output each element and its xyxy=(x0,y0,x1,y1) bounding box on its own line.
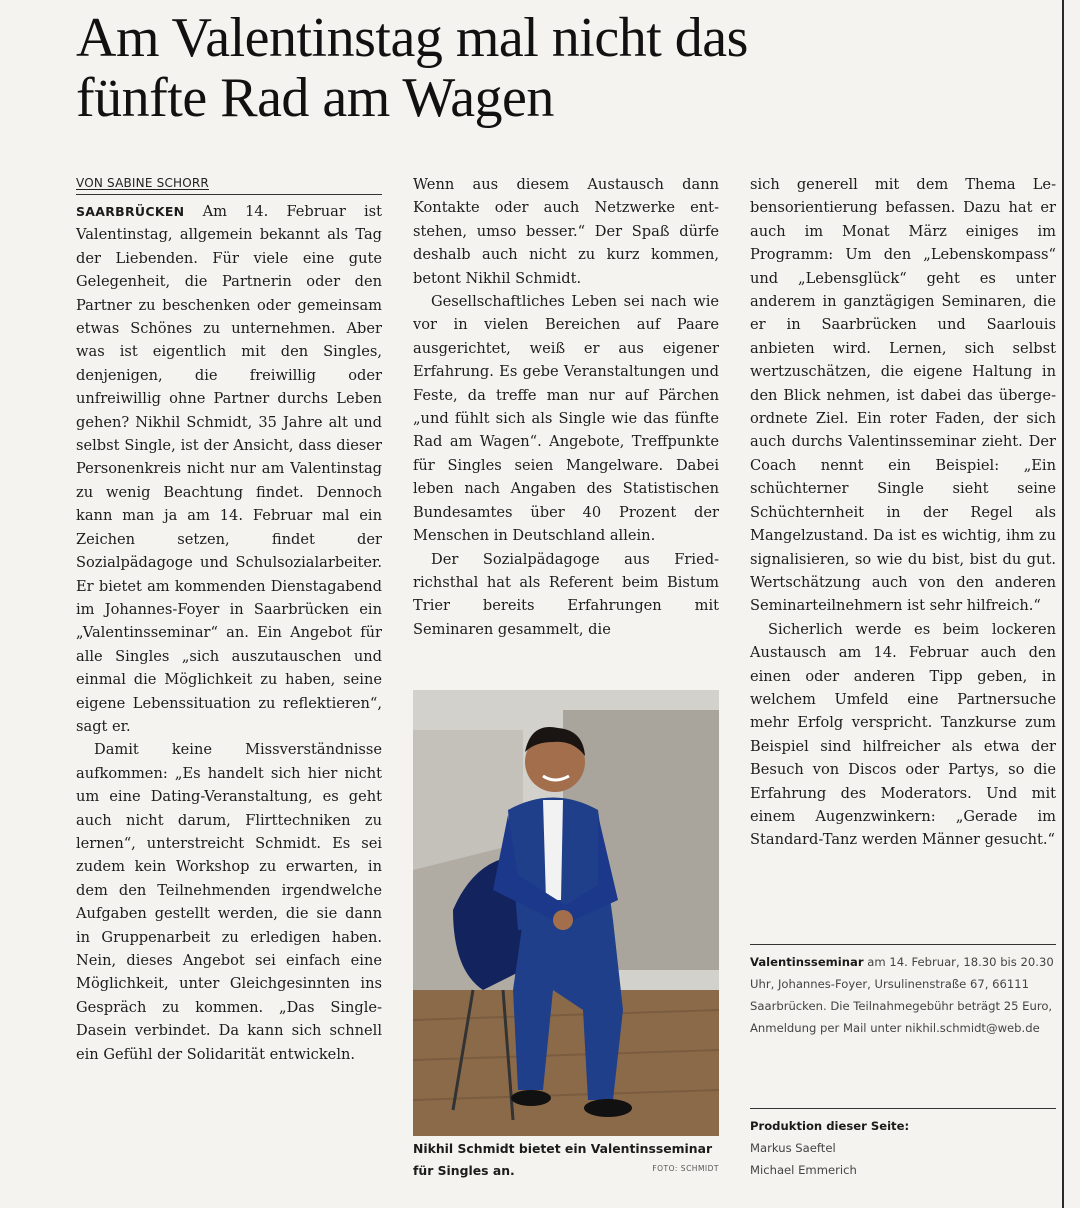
article-paragraph-2: Damit keine Missverständnisse aufkommen: „Es handelt sich hier nicht um eine Dating-Veranstaltung, es geht auch nicht darum, Flirttechniken zu lernen“, unterstreicht Schmidt. Es sei zudem kein Workshop zu erwarten, in dem den Teilnehmenden irgendwelche Aufgaben gestellt werden, die sie dann in Gruppenarbeit zu erledigen haben. Nein, dieses Angebot sei einfach eine Möglichkeit, unter Gleichgesinnten ins Gespräch zu kommen. „Das Single-Dasein verbindet. Da kann sich schnell ein Gefühl der Solidarität entwickeln. xyxy=(76,741,382,1063)
article-paragraph-3: Wenn aus diesem Austausch dann Kontakte oder auch Netzwerke entstehen, umso besser.“ Der Spaß dürfe deshalb auch nicht zu kurz kommen, betont Nikhil Schmidt. xyxy=(413,176,719,287)
page-edge-rule xyxy=(1062,0,1064,1208)
byline: VON SABINE SCHORR xyxy=(76,176,209,190)
article-column-2 xyxy=(413,173,719,641)
article-paragraph-4: Gesellschaftliches Leben sei nach wie vor in vielen Bereichen auf Paare ausgerichtet, weiß er aus eigener Erfahrung. Es gebe Veranstaltungen und Feste, da treffe man nur auf Pärchen „und fühlt sich als Single wie das fünfte Rad am Wagen“. Angebote, Treffpunkte für Singles seien Mangelware. Dabei leben nach Angaben des Statistischen Bundesamtes über 40 Prozent der Menschen in Deutschland allein. xyxy=(413,293,719,545)
article-column-3 xyxy=(750,173,1056,852)
production-name-2: Michael Emmerich xyxy=(750,1163,857,1177)
headline xyxy=(76,8,1036,128)
headline-line-1: Am Valentinstag mal nicht das xyxy=(76,7,748,69)
dateline: SAARBRÜCKEN xyxy=(76,204,185,219)
article-paragraph-5: Der Sozialpädagoge aus Friedrichsthal hat als Referent beim Bistum Trier bereits Erfahrungen mit Seminaren gesammelt, die xyxy=(413,550,719,638)
production-credits xyxy=(750,1108,1056,1181)
event-details: am 14. Februar, 18.30 bis 20.30 Uhr, Johannes-Foyer, Ursulinenstraße 67, 66111 Saarbrücken. Die Teilnahmegebühr beträgt 25 Euro, Anmeldung per Mail unter nikhil.​schmidt@web.de xyxy=(750,955,1054,1035)
photo-credit: FOTO: SCHMIDT xyxy=(652,1164,719,1173)
byline-block xyxy=(76,172,382,195)
event-info-box xyxy=(750,944,1056,1039)
article-paragraph-1 xyxy=(76,200,382,738)
production-name-1: Markus Saeftel xyxy=(750,1141,836,1155)
article-paragraph-7: Sicherlich werde es beim lockeren Austausch am 14. Februar auch den einen oder anderen Tipp geben, in welchem Umfeld eine Partnersuche mehr Erfolg verspricht. Tanzkurse zum Beispiel sind hilfreicher als etwa der Besuch von Discos oder Partys, so die Erfahrung des Moderators. Und mit einem Augenzwinkern: „Gerade im Standard-Tanz werden Männer gesucht.“ xyxy=(750,620,1056,849)
article-paragraph-6: sich generell mit dem Thema Lebensorientierung befassen. Dazu hat er auch im Monat März einiges im Programm: Um den „Lebenskompass“ und „Lebensglück“ geht es unter anderem in ganztägigen Seminaren, die er in Saarbrücken und Saarlouis anbieten wird. Lernen, sich selbst wertzuschätzen, die eigene Haltung in den Blick nehmen, ist dabei das übergeordnete Ziel. Ein roter Faden, der sich auch durchs Valentinsseminar zieht. Der Coach nennt ein Beispiel: „Ein schüchterner Single sieht seine Schüchternheit in der Regel als Mangelzustand. Da ist es wichtig, ihm zu signalisieren, so wie du bist, bist du gut. Wertschätzung auch von den anderen Seminarteilnehmern ist sehr hilfreich.“ xyxy=(750,176,1056,615)
production-title: Produktion dieser Seite: xyxy=(750,1119,910,1133)
article-photo xyxy=(413,690,719,1136)
caption-text: Nikhil Schmidt bietet ein Valentinsseminar für Singles an. xyxy=(413,1141,713,1178)
headline-line-2: fünfte Rad am Wagen xyxy=(76,67,554,129)
article-column-1 xyxy=(76,200,382,1066)
paragraph-1-text: Am 14. Februar ist Valentinstag, allgemein bekannt als Tag der Liebenden. Für viele eine gute Gelegenheit, die Partnerin oder den Partner zu beschenken oder gemeinsam etwas Schönes zu unternehmen. Aber was ist eigentlich mit den Singles, denjenigen, die freiwillig oder unfreiwillig ohne Partner durchs Leben gehen? Nikhil Schmidt, 35 Jahre alt und selbst Single, ist der Ansicht, dass dieser Personenkreis nicht nur am Valentinstag zu wenig Beachtung findet. Dennoch kann man ja am 14. Februar mal ein Zeichen setzen, findet der Sozialpädagoge und Schulsozialarbeiter. Er bietet am kommenden Dienstagabend im Johannes-Foyer in Saarbrücken ein „Valentinsseminar“ an. Ein Angebot für alle Singles „sich auszutauschen und einmal die Möglichkeit zu haben, seine eigene Lebenssituation zu reflektieren“, sagt er. xyxy=(76,203,382,735)
photo-caption xyxy=(413,1138,719,1182)
portrait-illustration xyxy=(413,690,719,1136)
event-title: Valentinsseminar xyxy=(750,955,864,969)
